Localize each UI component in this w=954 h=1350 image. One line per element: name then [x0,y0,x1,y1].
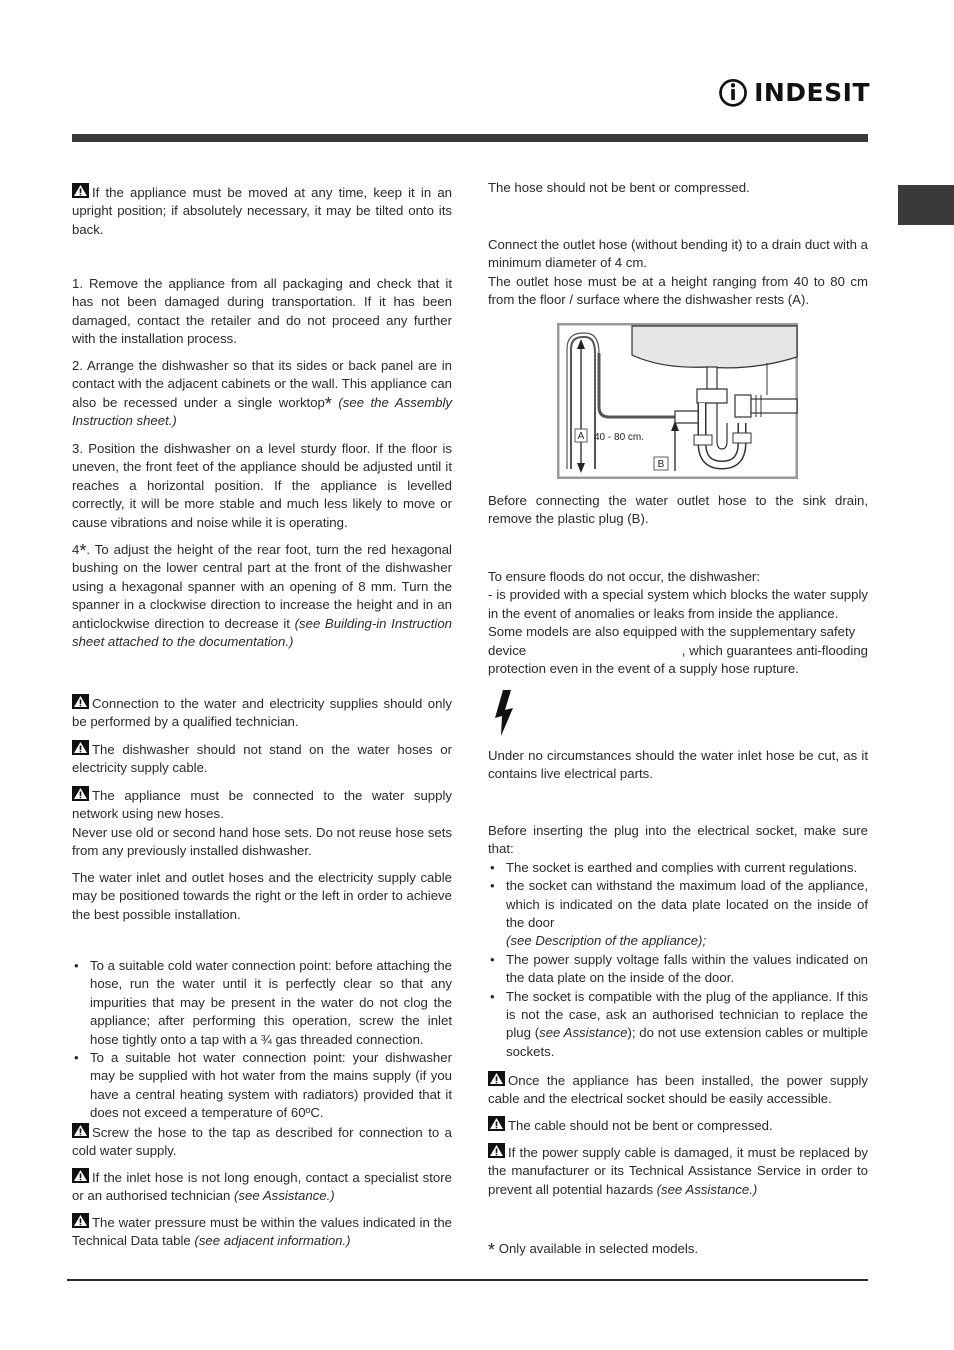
warning-moving [72,183,452,239]
warning-qualified-text: Connection to the water and electricity supplies should only be performed by a qualified technician. [72,696,452,730]
step-3-text: 3. Position the dishwasher on a level sturdy floor. If the floor is uneven, the front feet of the appliance should be adjusted until it reaches a horizontal position. If the appliance is levelled correctly, it will be more stable and much less likely to move or cause vibrations and noise while it is operating. [72,441,452,530]
inlet-not-cut-text: Under no circumstances should the water inlet hose be cut, as it contains live electrical parts. [488,748,868,782]
warning-icon [72,1168,89,1183]
step-4-ref: (see Building-in Instruction sheet attached to the documentation.) [72,615,452,650]
warning-icon [72,1123,89,1138]
anti-flood-guarantee: , which guarantees anti-flooding [681,642,868,658]
step-2 [72,357,452,431]
warning-new-hoses-text: The appliance must be connected to the water supply network using new hoses. [72,788,452,822]
brand-name: INDESIT [754,77,870,107]
connection-list [72,957,452,1160]
warning-inlet-length-ref: (see Assistance.) [230,1188,335,1204]
anti-flood-system: - is provided with a special system which blocks the water supply in the event of anomalies or leaks from inside the appliance. [488,587,868,621]
hose-not-bent [488,179,868,197]
check-plug [488,988,868,1062]
check-plug-end: ); do not use extension cables or multiple sockets. [506,1025,868,1059]
indesit-logo-icon [718,73,748,111]
warning-cable-bent [488,1116,868,1135]
warning-moving-text: If the appliance must be moved at any time, keep it in an upright position; if absolutely necessary, it may be tilted onto its back. [72,185,452,237]
connection-hot-item: • To a suitable hot water connection point: your dishwasher may be supplied with hot water from the mains supply (if you have a central heating system with radiators) provided that it does not exceed a temperature of 60ºC. [72,1049,452,1123]
step-4-text: . To adjust the height of the rear foot, turn the red hexagonal bushing on the lower central part at the front of the dishwasher using a hexagonal spanner with an opening of 8 mm. Turn the spanner in a clockwise direction to increase the height and in an anticlockwise direction to decrease it [72,542,452,631]
electrical-hazard-icon [490,688,520,738]
warning-icon [488,1116,505,1131]
electrical-checks [488,822,868,1061]
warning-screw-text: Screw the hose to the tap as described for connection to a cold water supply. [72,1124,452,1159]
warning-icon [488,1071,505,1086]
hose-positioning [72,869,452,924]
warning-hoses-text: The dishwasher should not stand on the water hoses or electricity supply cable. [72,742,452,776]
step-3 [72,440,452,532]
step-4-star: * [79,541,87,561]
check-plug-ref: see Assistance [539,1025,628,1041]
anti-flood-intro: To ensure floods do not occur, the dishwasher: [488,569,760,584]
check-load [488,877,868,951]
step-4-number: 4 [72,542,80,557]
footer-rule [67,1279,868,1281]
side-tab [898,185,954,225]
warning-cable-bent-text: The cable should not be bent or compressed. [508,1118,773,1133]
warning-pressure-text: The water pressure must be within the values indicated in the Technical Data table [72,1215,452,1249]
warning-qualified [72,694,452,732]
diagram-label-a: A [577,431,585,442]
outlet-connection-text: Connect the outlet hose (without bending it) to a drain duct with a minimum diameter of 4 cm. [488,237,868,271]
warning-accessible-text: Once the appliance has been installed, the power supply cable and the electrical socket should be easily accessible. [488,1073,868,1107]
check-voltage: • The power supply voltage falls within the values indicated on the data plate on the inside of the door. [488,951,868,988]
diagram-label-range: 40 - 80 cm. [594,432,645,443]
warning-icon [72,1213,89,1228]
anti-flood [488,568,868,678]
check-earthed: • The socket is earthed and complies with current regulations. [488,859,868,877]
connection-cold-item: • To a suitable cold water connection point: before attaching the hose, run the water until it is perfectly clear so that any impurities that may be present in the water do not clog the appliance; after performing this operation, screw the inlet hose tightly onto a tap with a ¾ gas threaded connection. [72,957,452,1049]
warning-icon [488,1143,505,1158]
footnote [488,1240,868,1258]
header-rule [72,134,868,142]
anti-flood-device: device [488,642,527,658]
drain-diagram-illustration [557,323,798,479]
remove-plug [488,492,868,529]
footnote-star: * [488,1240,496,1260]
electrical-checks-intro: Before inserting the plug into the electrical socket, make sure that: [488,823,868,857]
indesit-logo [718,72,870,112]
warning-icon [72,183,89,198]
remove-plug-text: Before connecting the water outlet hose to the sink drain, remove the plastic plug (B). [488,493,868,527]
warning-icon [72,740,89,755]
drain-hose-diagram [557,323,798,479]
anti-flood-models: Some models are also equipped with the supplementary safety [488,624,856,640]
step-1-text: 1. Remove the appliance from all packaging and check that it has not been damaged during transportation. If it has been damaged, contact the retailer and do not proceed any further with the installation process. [72,276,452,347]
warning-icon [72,786,89,801]
check-plug-text: The socket is compatible with the plug of the appliance. If this is not the case, ask an authorised technician to replace the plug ( [506,988,868,1041]
hose-not-bent-text: The hose should not be bent or compressed. [488,180,750,195]
warning-cable-damaged [488,1143,868,1199]
warning-pressure-ref: (see adjacent information.) [190,1233,351,1249]
check-load-text: the socket can withstand the maximum load of the appliance, which is indicated on the data plate located on the inside of the door [506,878,868,931]
warning-new-hoses [72,786,452,861]
step-2-text: 2. Arrange the dishwasher so that its sides or back panel are in contact with the adjacent cabinets or the wall. This appliance can also be recessed under a single worktop [72,358,452,410]
warning-hoses [72,740,452,778]
warning-accessible [488,1071,868,1109]
step-4 [72,541,452,651]
outlet-height-text: The outlet hose must be at a height ranging from 40 to 80 cm from the floor / surface where the dishwasher rests (A). [488,273,868,308]
warning-cable-damaged-ref: (see Assistance.) [652,1181,758,1197]
hose-positioning-text: The water inlet and outlet hoses and the electricity supply cable may be positioned towards the right or the left in order to achieve the best possible installation. [72,870,452,922]
footnote-text: Only available in selected models. [498,1241,699,1256]
warning-cable-damaged-text: If the power supply cable is damaged, it must be replaced by the manufacturer or its Technical Assistance Service in order to prevent all potential hazards [488,1145,868,1197]
inlet-not-cut [488,747,868,784]
warning-inlet-length [72,1168,452,1206]
warning-new-hoses-text-2: Never use old or second hand hose sets. Do not reuse hose sets from any previously installed dishwasher. [72,824,452,859]
step-2-star: * [324,393,332,414]
diagram-label-b: B [657,459,665,470]
step-2-ref: (see the Assembly Instruction sheet.) [72,394,452,429]
check-load-ref: (see Description of the appliance); [506,933,707,949]
warning-icon [72,694,89,709]
warning-pressure [72,1213,452,1251]
anti-flood-rupture: protection even in the event of a supply hose rupture. [488,661,799,677]
outlet-connection [488,236,868,310]
step-1 [72,275,452,349]
warning-inlet-length-text: If the inlet hose is not long enough, contact a specialist store or an authorised technician [72,1170,452,1204]
